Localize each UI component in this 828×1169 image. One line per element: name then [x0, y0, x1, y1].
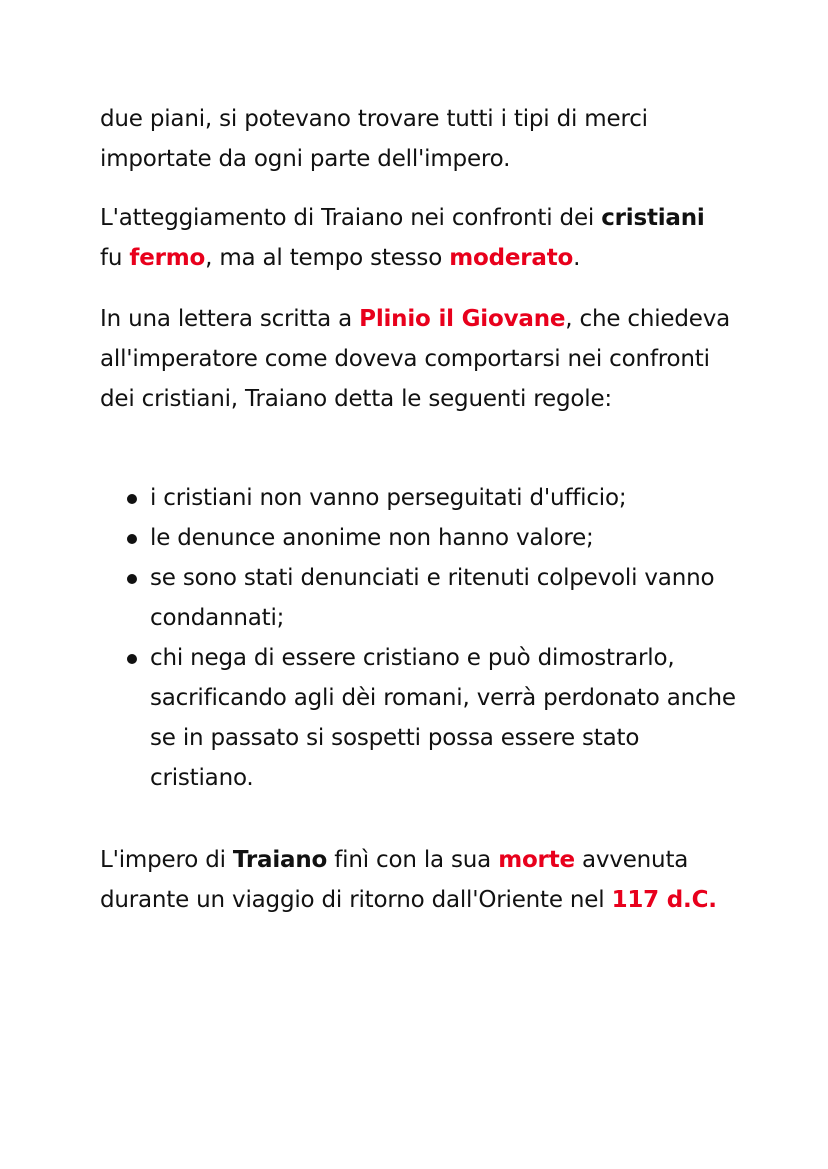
paragraph-plinio	[100, 299, 740, 419]
term-date: 117 d.C.	[611, 887, 717, 913]
p2-text-1: L'atteggiamento di Traiano nei confronti dei	[100, 205, 602, 231]
p2-text-2: fu	[100, 245, 130, 271]
bullet-icon	[127, 534, 137, 544]
bullet-icon	[127, 574, 137, 584]
p2-text-4: .	[573, 245, 581, 271]
paragraph-merci	[100, 99, 740, 179]
rule-text: se sono stati denunciati e ritenuti colpevoli vanno condannati;	[150, 565, 715, 631]
p2-text-3: , ma al tempo stesso	[205, 245, 450, 271]
list-item	[100, 638, 740, 798]
list-item	[100, 478, 740, 518]
p4-text-3: avvenuta durante un viaggio di ritorno dall'Oriente nel	[100, 847, 689, 913]
paragraph-merci-text: due piani, si potevano trovare tutti i tipi di merci importate da ogni parte dell'impero.	[100, 106, 648, 172]
bullet-icon	[127, 494, 137, 504]
term-fermo: fermo	[129, 245, 206, 271]
term-plinio: Plinio il Giovane	[359, 306, 566, 332]
p3-text-2: , che chiedeva all'imperatore come doveva comportarsi nei confronti dei cristiani, Traiano detta le seguenti regole:	[100, 306, 731, 412]
p4-text-2: finì con la sua	[327, 847, 499, 873]
rule-text: i cristiani non vanno perseguitati d'ufficio;	[150, 485, 627, 511]
term-cristiani: cristiani	[601, 205, 705, 231]
rule-text: le denunce anonime non hanno valore;	[150, 525, 594, 551]
paragraph-cristiani	[100, 198, 740, 278]
bullet-icon	[127, 654, 137, 664]
list-item	[100, 518, 740, 558]
paragraph-morte	[100, 840, 740, 920]
p4-text-1: L'impero di	[100, 847, 233, 873]
rule-text: chi nega di essere cristiano e può dimostrarlo, sacrificando agli dèi romani, verrà perdonato anche se in passato si sospetti possa essere stato cristiano.	[150, 645, 736, 791]
p3-text-1: In una lettera scritta a	[100, 306, 360, 332]
rules-list	[100, 478, 740, 798]
term-morte: morte	[498, 847, 575, 873]
list-item	[100, 558, 740, 638]
term-moderato: moderato	[449, 245, 574, 271]
term-traiano: Traiano	[232, 847, 328, 873]
